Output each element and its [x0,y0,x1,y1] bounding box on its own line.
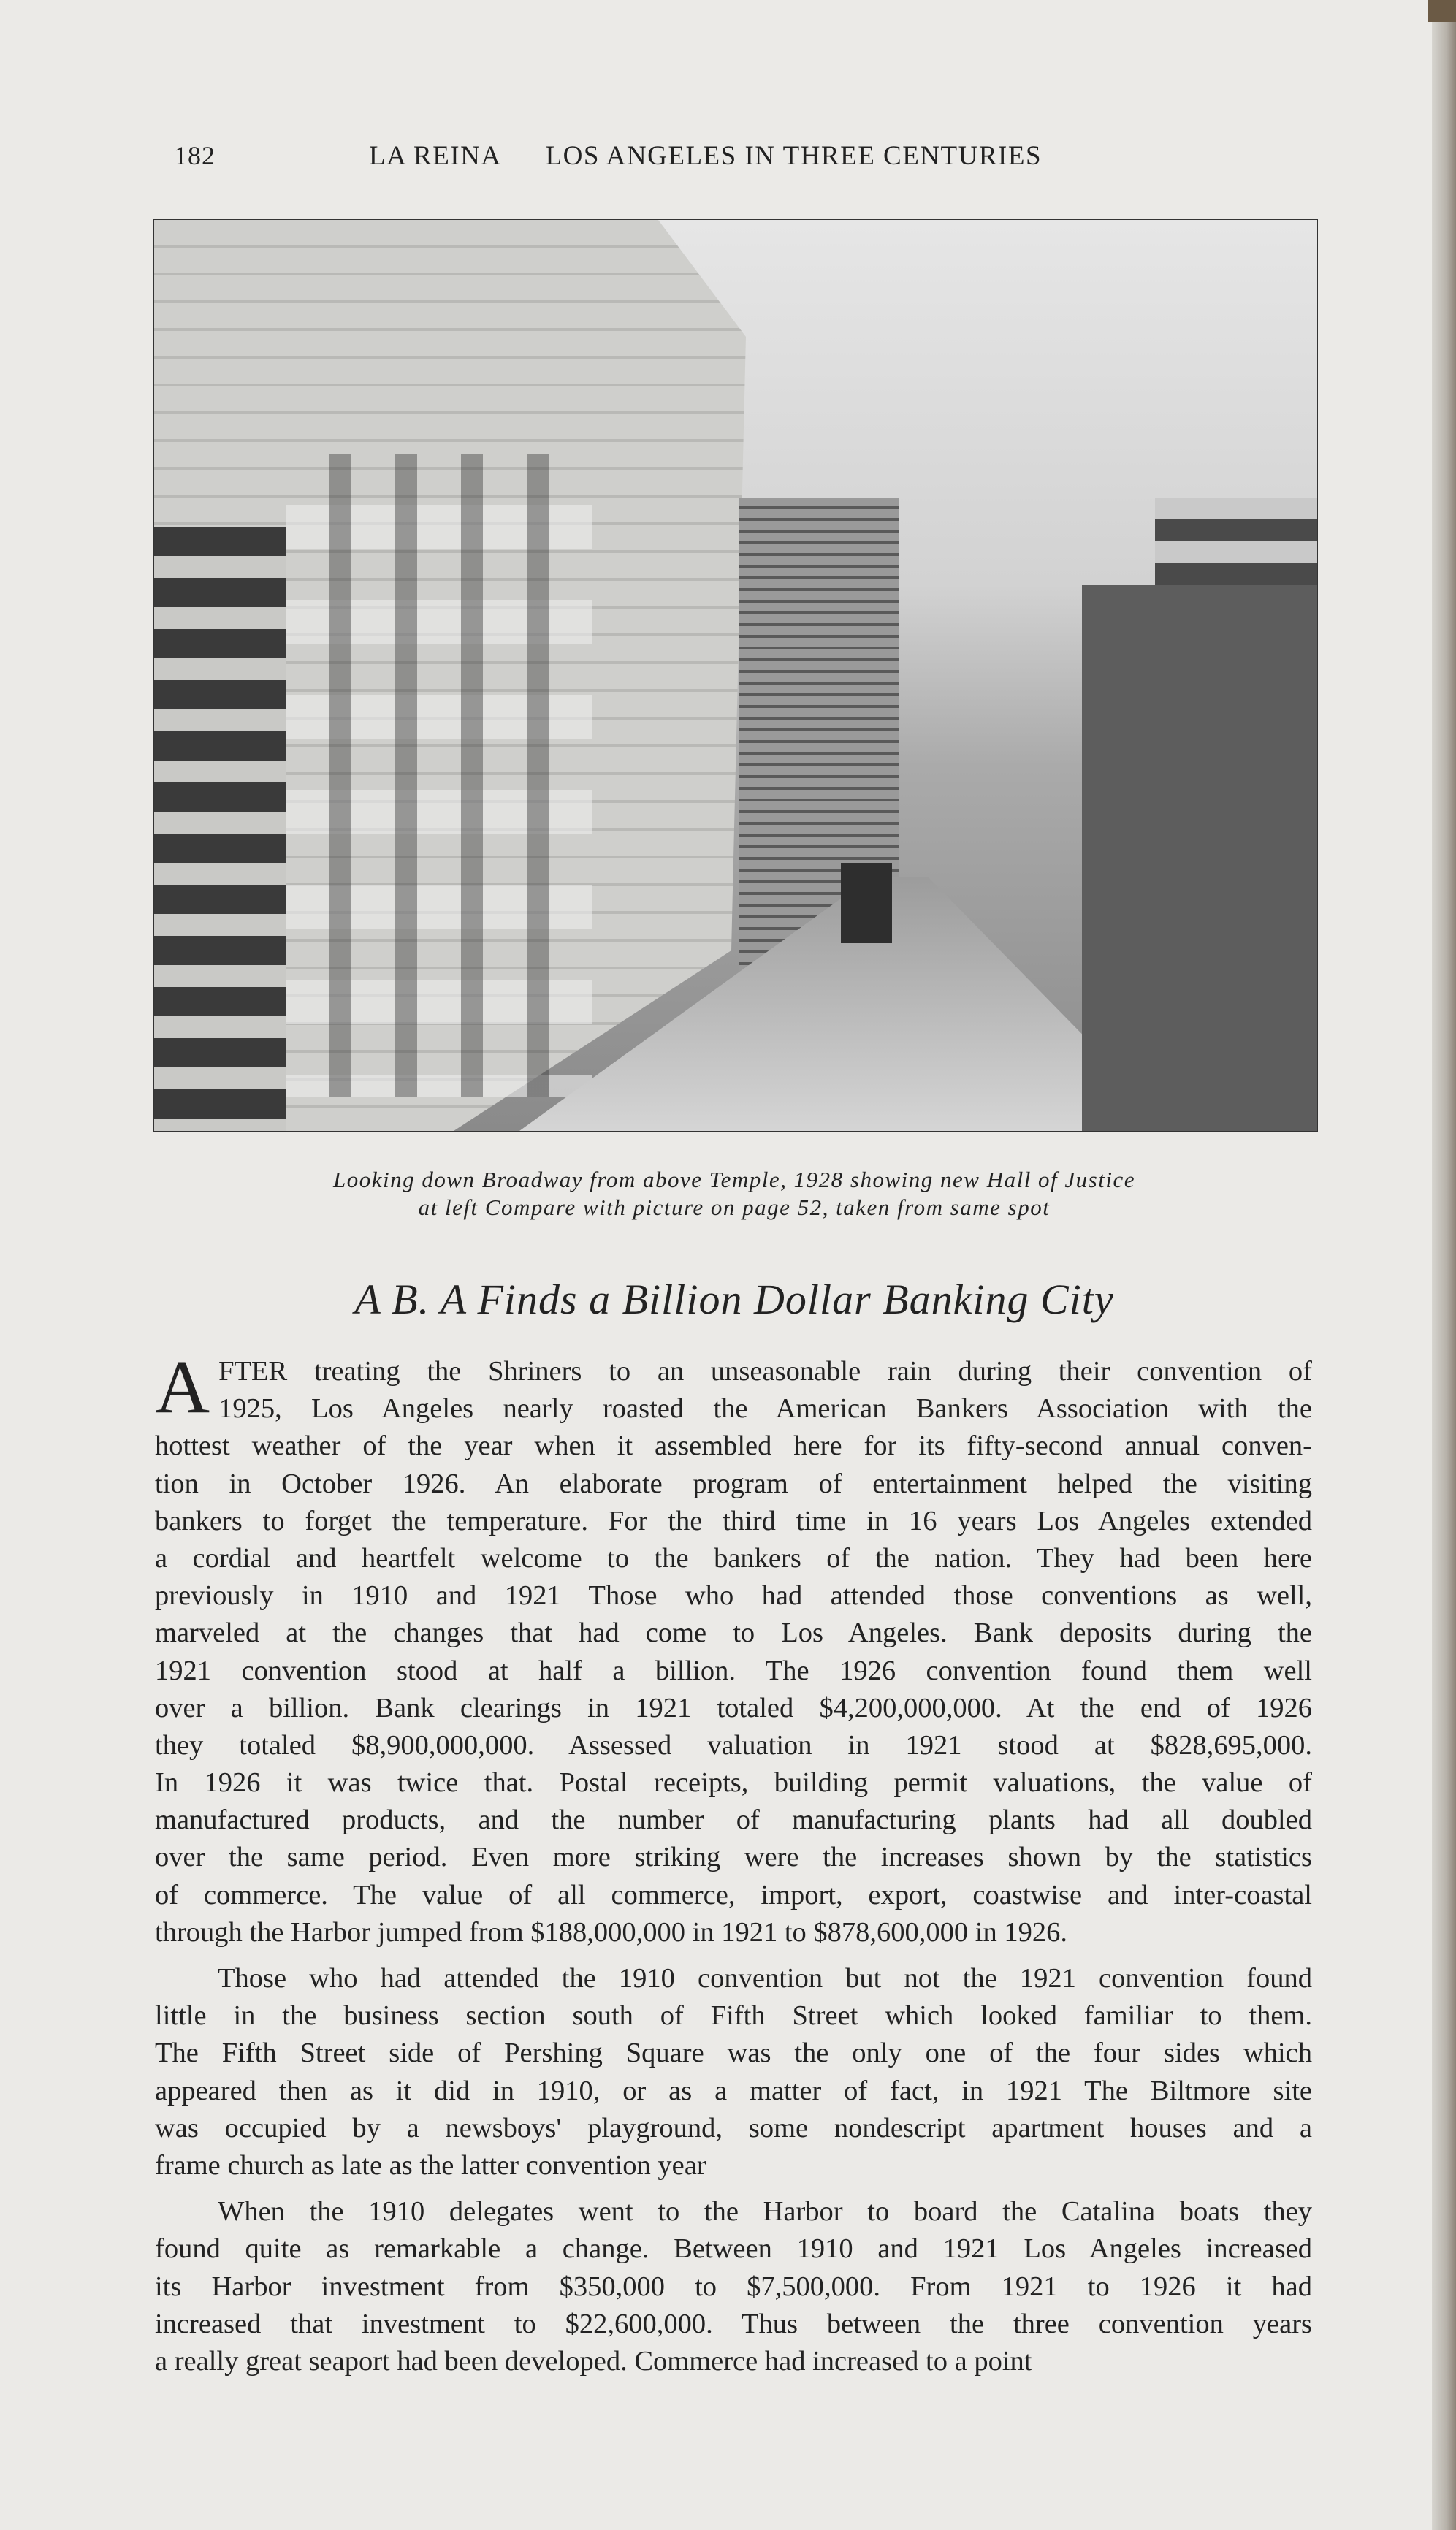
text-line: little in the business section south of Fifth Street which looked familiar to them. [155,2000,1312,2032]
book-title: LOS ANGELES IN THREE CENTURIES [545,141,1043,171]
text-line: its Harbor investment from $350,000 to $7,500,000. From 1921 to 1926 it had [155,2271,1312,2302]
text-line: bankers to forget the temperature. For the third time in 16 years Los Angeles extended [155,1505,1312,1536]
article-body [155,1345,1312,2389]
text-line: The Fifth Street side of Pershing Square was the only one of the four sides which [155,2038,1312,2069]
caption-line: at left Compare with picture on page 52, taken from same spot [418,1194,1051,1220]
text-line: marveled at the changes that had come to Los Angeles. Bank deposits during the [155,1618,1312,1649]
text-line: Those who had attended the 1910 convention but not the 1921 convention found [218,1963,1312,1994]
book-short-title: LA REINA [369,141,502,171]
text-line: was occupied by a newsboys' playground, some nondescript apartment houses and a [155,2112,1312,2144]
paragraph [155,1345,1312,1951]
running-header [369,140,1042,172]
caption-line: Looking down Broadway from above Temple, 1928 showing new Hall of Justice [332,1167,1135,1192]
text-line: a cordial and heartfelt welcome to the bankers of the nation. They had been here [155,1542,1312,1574]
text-line: a really great seaport had been developed. Commerce had increased to a point [155,2345,1032,2377]
text-line: appeared then as it did in 1910, or as a matter of fact, in 1921 The Biltmore site [155,2075,1312,2106]
text-line: over a billion. Bank clearings in 1921 totaled $4,200,000,000. At the end of 1926 [155,1692,1312,1723]
text-line: over the same period. Even more striking were the increases shown by the statistics [155,1842,1312,1873]
right-building [1082,585,1317,1131]
street-photo [153,219,1318,1132]
text-line: tion in October 1926. An elaborate program of entertainment helped the visiting [155,1468,1312,1499]
text-line: frame church as late as the latter convention year [155,2149,706,2181]
text-line: found quite as remarkable a change. Between 1910 and 1921 Los Angeles increased [155,2233,1312,2265]
building-windows [286,454,592,1097]
article-title: A B. A Finds a Billion Dollar Banking City [354,1276,1114,1323]
streetcar [841,863,892,943]
text-line: FTER treating the Shriners to an unseasonable rain during their convention of [218,1356,1312,1387]
text-line: previously in 1910 and 1921 Those who had attended those conventions as well, [155,1580,1312,1612]
page-number: 182 [174,141,216,170]
text-line: When the 1910 delegates went to the Harbor to board the Catalina boats they [218,2196,1312,2228]
left-building-fire-escape [154,527,286,1131]
binding-corner [1428,0,1456,22]
text-line: In 1926 it was twice that. Postal receipts, building permit valuations, the value of [155,1767,1312,1799]
text-line: manufactured products, and the number of manufacturing plants had all doubled [155,1805,1312,1836]
text-line: through the Harbor jumped from $188,000,000 in 1921 to $878,600,000 in 1926. [155,1916,1067,1948]
photo-caption [146,1166,1322,1222]
paragraph [155,2193,1312,2380]
paragraph [155,1960,1312,2184]
text-line: of commerce. The value of all commerce, import, export, coastwise and inter-coastal [155,1879,1312,1910]
text-line: they totaled $8,900,000,000. Assessed valuation in 1921 stood at $828,695,000. [155,1729,1312,1761]
text-line: 1925, Los Angeles nearly roasted the American Bankers Association with the [218,1393,1312,1425]
text-line: 1921 convention stood at half a billion. The 1926 convention found them well [155,1655,1312,1686]
hotel-sign [1155,498,1317,585]
text-line: hottest weather of the year when it assembled here for its fifty-second annual conven- [155,1430,1312,1462]
page-edge [1432,0,1456,2530]
drop-cap: A [155,1345,210,1429]
text-line: increased that investment to $22,600,000. Thus between the three convention years [155,2308,1312,2339]
